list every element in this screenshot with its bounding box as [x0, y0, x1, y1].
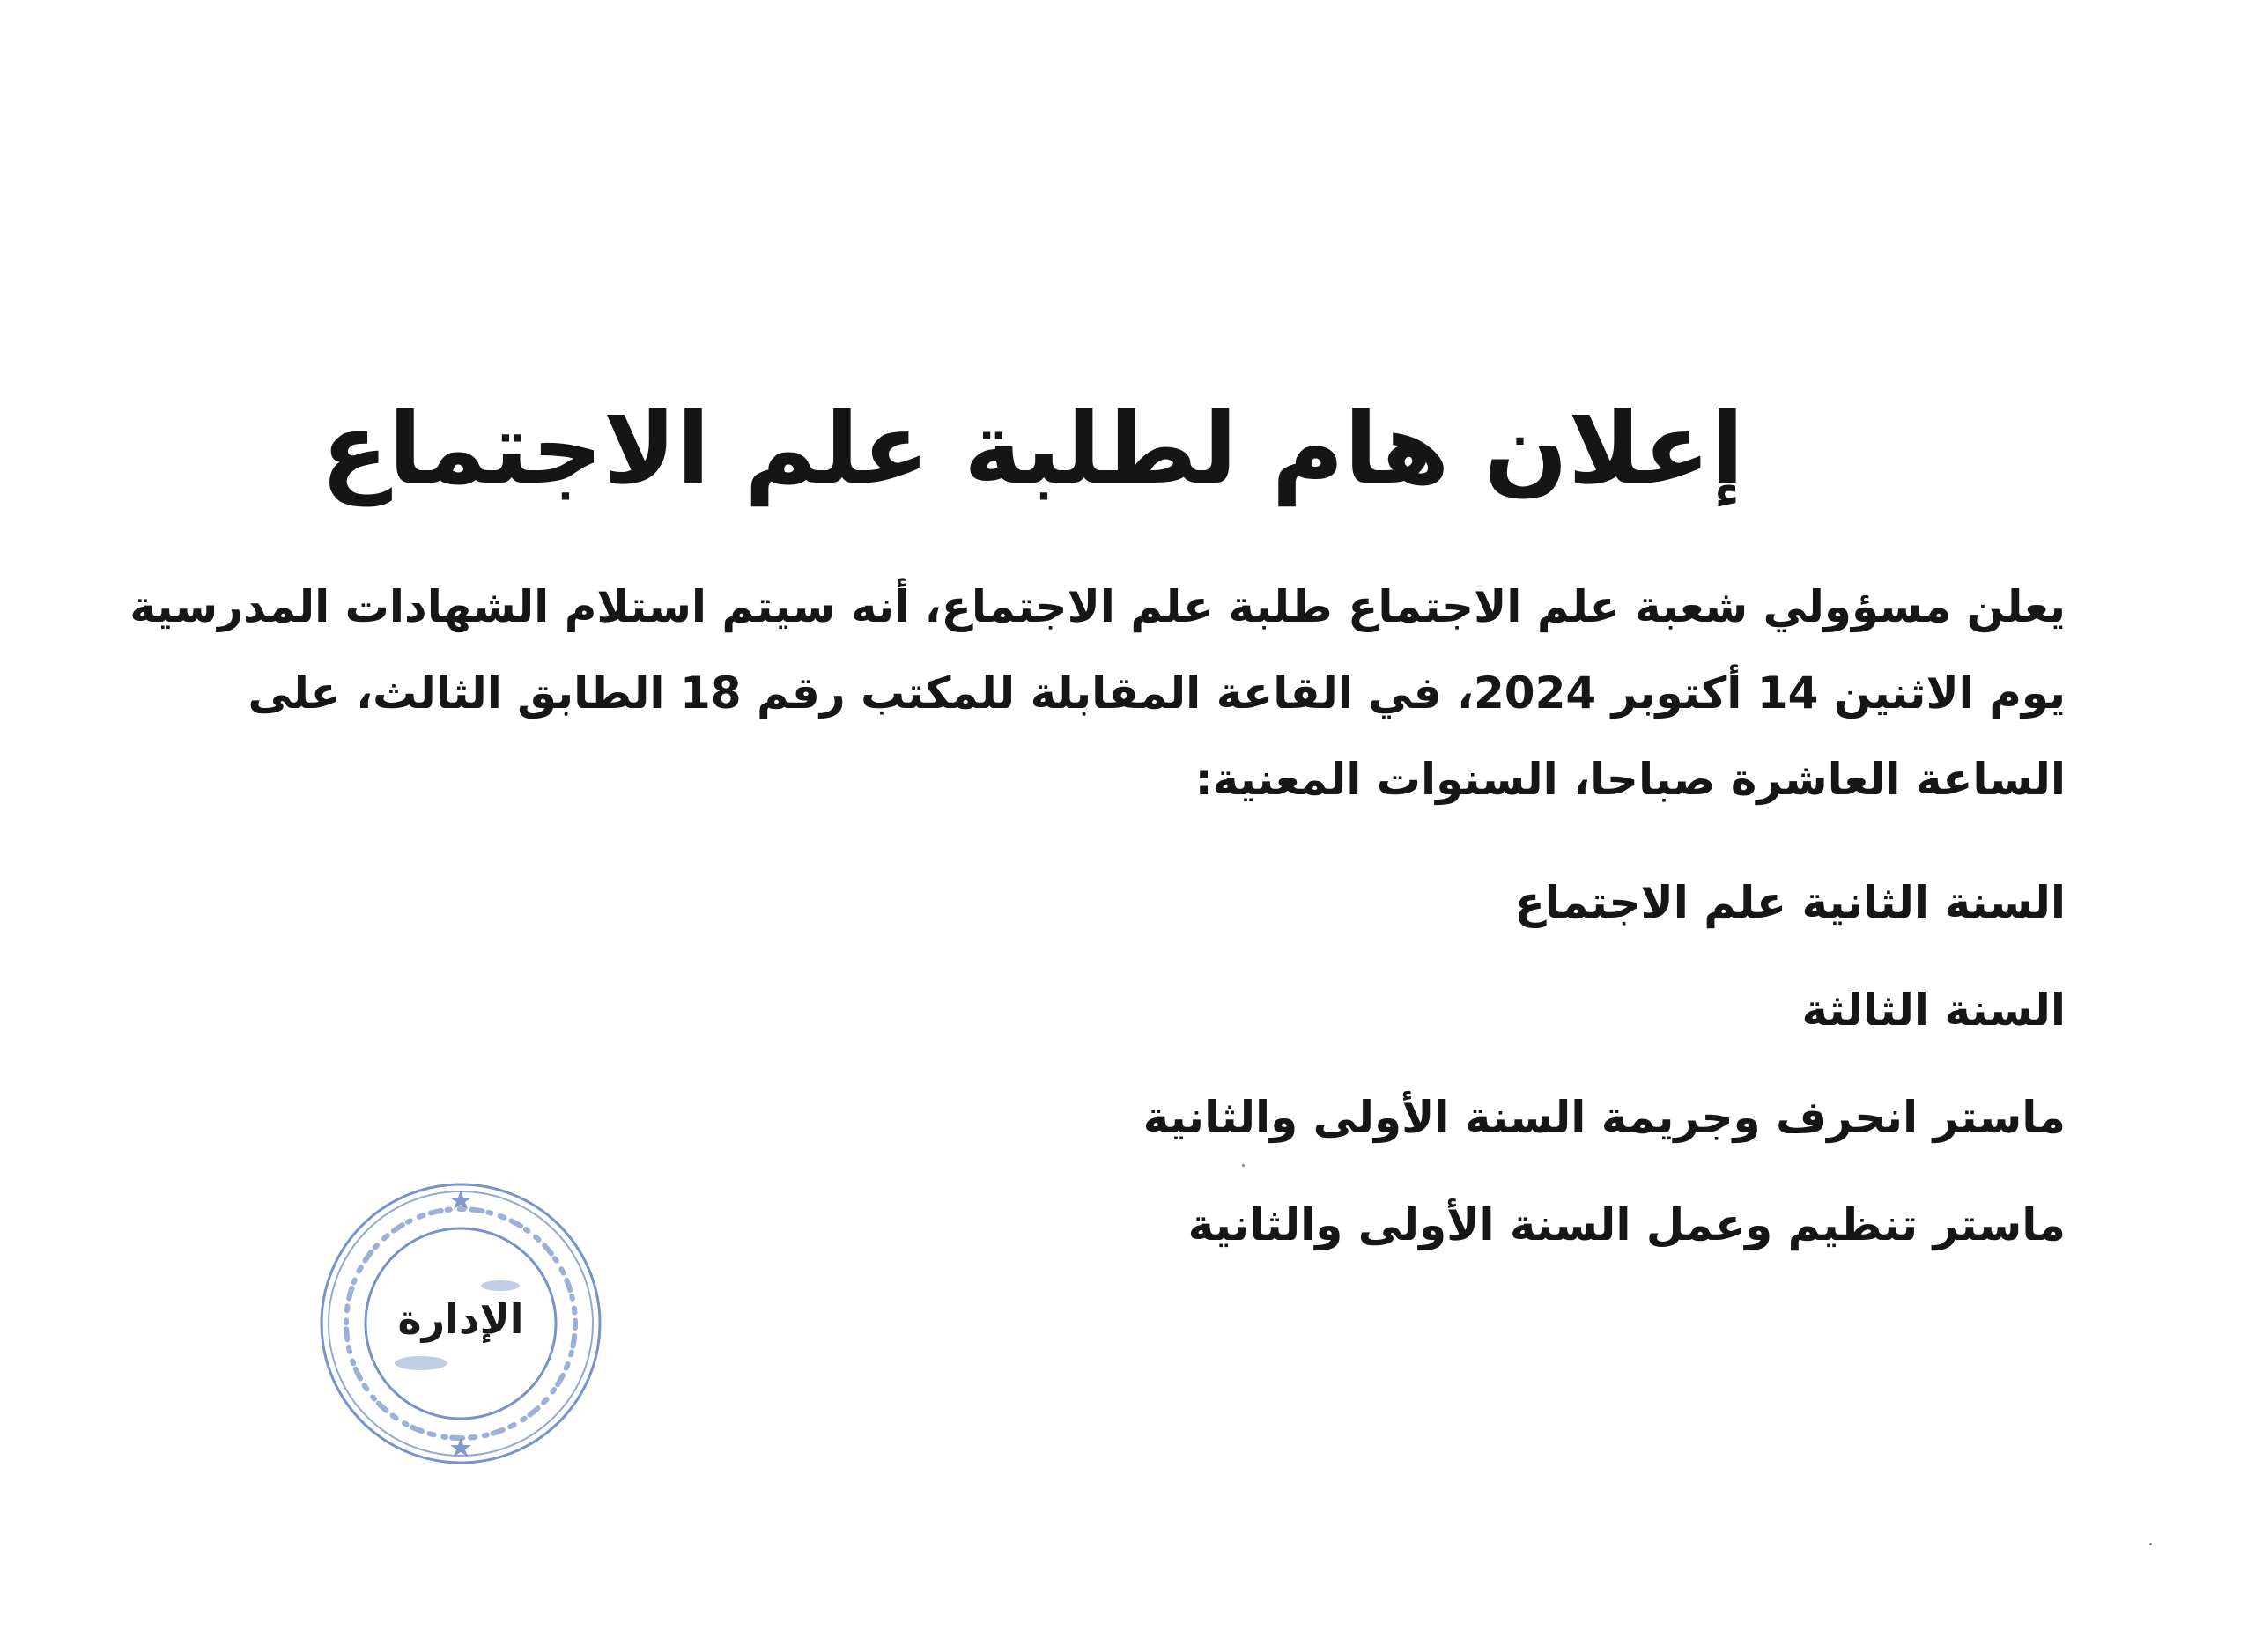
paragraph-line-3: الساعة العاشرة صباحا، السنوات المعنية: [1194, 754, 2066, 805]
announcement-body [129, 564, 2066, 1279]
announcement-paragraph [129, 564, 2066, 822]
stamp-label: الإدارة [397, 1295, 524, 1343]
announcement-title: إعلان هام لطلبة علم الاجتماع [321, 392, 1744, 506]
scan-speck [1242, 1164, 1245, 1167]
scan-speck [2149, 1543, 2152, 1545]
administration-stamp [315, 1178, 606, 1469]
year-item-second-sociology: السنة الثانية علم الاجتماع [1514, 877, 2066, 928]
year-item-third: السنة الثالثة [1801, 985, 2066, 1036]
year-item-master-deviance: ماستر انحرف وجريمة السنة الأولى والثانية [1142, 1092, 2066, 1143]
paragraph-line-2: يوم الاثنين 14 أكتوبر 2024، في القاعة المقابلة للمكتب رقم 18 الطابق الثالث، على [248, 667, 2066, 719]
year-item-master-organization: ماستر تنظيم وعمل السنة الأولى والثانية [1187, 1199, 2066, 1250]
paragraph-line-1: يعلن مسؤولي شعبة علم الاجتماع طلبة علم الاجتماع، أنه سيتم استلام الشهادات المدرسية [129, 581, 2066, 632]
